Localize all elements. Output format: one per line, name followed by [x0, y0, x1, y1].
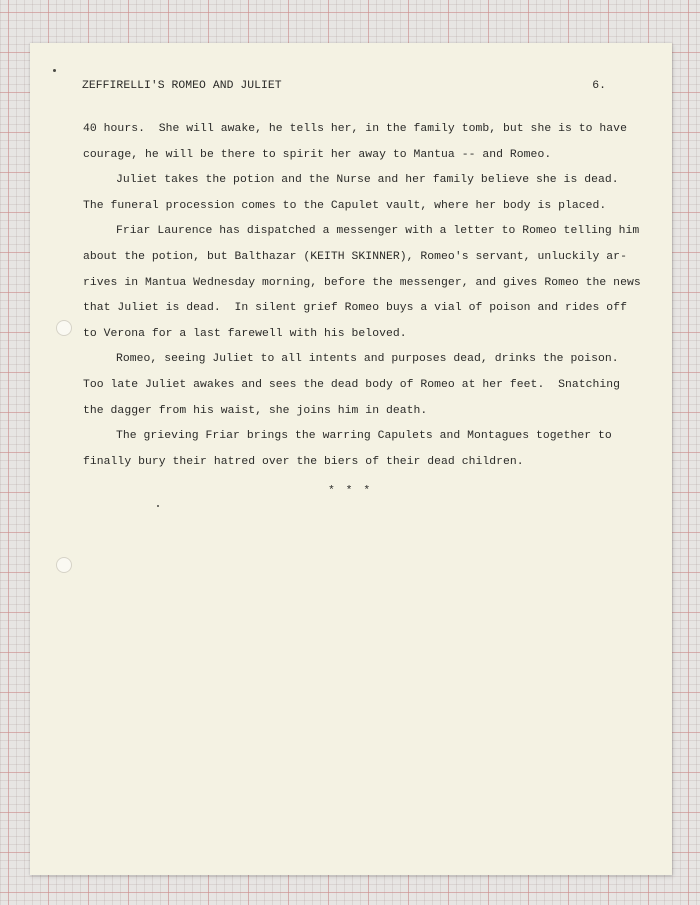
text-line: to Verona for a last farewell with his beloved.	[83, 327, 407, 340]
text-line: The funeral procession comes to the Capulet vault, where her body is placed.	[83, 199, 607, 212]
text-line: Romeo, seeing Juliet to all intents and purposes dead, drinks the poison.	[116, 353, 619, 366]
text-line: about the potion, but Balthazar (KEITH SKINNER), Romeo's servant, unluckily ar-	[83, 250, 627, 263]
text-line: rives in Mantua Wednesday morning, before the messenger, and gives Romeo the news	[83, 276, 641, 289]
page-header	[82, 80, 606, 92]
typed-page	[30, 43, 672, 875]
synopsis-text	[83, 117, 643, 475]
paper-speck	[157, 505, 159, 507]
section-separator: * * *	[328, 485, 373, 497]
punch-hole	[56, 320, 72, 336]
text-line: the dagger from his waist, she joins him in death.	[83, 404, 428, 417]
paper-speck	[53, 69, 56, 72]
text-line: The grieving Friar brings the warring Capulets and Montagues together to	[116, 430, 612, 443]
page-number: 6.	[592, 80, 606, 92]
text-line: that Juliet is dead. In silent grief Romeo buys a vial of poison and rides off	[83, 302, 627, 315]
text-line: Friar Laurence has dispatched a messenger with a letter to Romeo telling him	[116, 225, 640, 238]
punch-hole	[56, 557, 72, 573]
text-line: finally bury their hatred over the biers of their dead children.	[83, 455, 524, 468]
text-line: courage, he will be there to spirit her away to Mantua -- and Romeo.	[83, 148, 552, 161]
text-line: Juliet takes the potion and the Nurse and her family believe she is dead.	[116, 174, 619, 187]
document-title: ZEFFIRELLI'S ROMEO AND JULIET	[82, 80, 282, 92]
text-line: Too late Juliet awakes and sees the dead body of Romeo at her feet. Snatching	[83, 378, 621, 391]
text-line: 40 hours. She will awake, he tells her, in the family tomb, but she is to have	[83, 123, 627, 135]
